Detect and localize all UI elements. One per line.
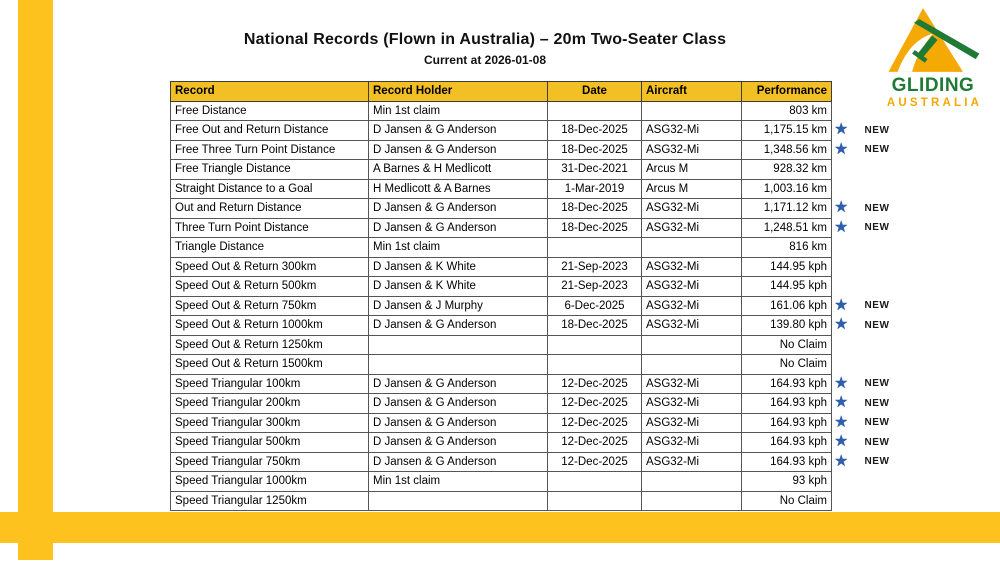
new-record-label: NEW	[864, 300, 890, 312]
annotation-cell	[832, 140, 910, 160]
record-holder-cell: D Jansen & G Anderson	[369, 199, 548, 219]
date-cell: 18-Dec-2025	[548, 316, 642, 336]
date-cell	[548, 238, 642, 258]
date-cell: 18-Dec-2025	[548, 121, 642, 141]
aircraft-cell: ASG32-Mi	[642, 140, 742, 160]
record-holder-cell: D Jansen & G Anderson	[369, 140, 548, 160]
aircraft-cell: ASG32-Mi	[642, 257, 742, 277]
new-record-label: NEW	[864, 319, 890, 331]
record-holder-cell: Min 1st claim	[369, 101, 548, 121]
logo-text-australia: AUSTRALIA	[886, 97, 983, 109]
aircraft-cell: ASG32-Mi	[642, 394, 742, 414]
record-holder-cell: A Barnes & H Medlicott	[369, 160, 548, 180]
table-row	[171, 374, 910, 394]
annotation-cell	[832, 238, 910, 258]
performance-cell: 144.95 kph	[742, 277, 832, 297]
table-row	[171, 218, 910, 238]
record-cell: Speed Triangular 100km	[171, 374, 369, 394]
date-cell: 31-Dec-2021	[548, 160, 642, 180]
annotation-cell	[832, 218, 910, 238]
table-row	[171, 238, 910, 258]
table-row	[171, 413, 910, 433]
performance-cell: 1,348.56 km	[742, 140, 832, 160]
performance-cell: 816 km	[742, 238, 832, 258]
column-header-record: Record	[171, 82, 369, 102]
date-cell: 6-Dec-2025	[548, 296, 642, 316]
record-holder-cell: D Jansen & G Anderson	[369, 394, 548, 414]
aircraft-cell: ASG32-Mi	[642, 374, 742, 394]
performance-cell: 164.93 kph	[742, 452, 832, 472]
date-cell: 18-Dec-2025	[548, 199, 642, 219]
aircraft-cell: ASG32-Mi	[642, 277, 742, 297]
record-holder-cell: D Jansen & G Anderson	[369, 413, 548, 433]
record-cell: Free Triangle Distance	[171, 160, 369, 180]
annotation-cell	[832, 394, 910, 414]
table-row	[171, 296, 910, 316]
page-title: National Records (Flown in Australia) – 20m Two-Seater Class	[243, 31, 727, 48]
column-header-performance: Performance	[742, 82, 832, 102]
record-cell: Speed Out & Return 1250km	[171, 335, 369, 355]
column-header-date: Date	[548, 82, 642, 102]
aircraft-cell: Arcus M	[642, 160, 742, 180]
table-row	[171, 452, 910, 472]
new-record-star-icon: ★	[834, 218, 849, 236]
record-holder-cell: D Jansen & J Murphy	[369, 296, 548, 316]
record-cell: Speed Out & Return 750km	[171, 296, 369, 316]
record-cell: Triangle Distance	[171, 238, 369, 258]
table-row	[171, 355, 910, 375]
performance-cell: 1,248.51 km	[742, 218, 832, 238]
table-row	[171, 433, 910, 453]
date-cell: 18-Dec-2025	[548, 218, 642, 238]
aircraft-cell: ASG32-Mi	[642, 296, 742, 316]
new-record-label: NEW	[864, 124, 890, 136]
aircraft-cell: ASG32-Mi	[642, 433, 742, 453]
record-cell: Free Three Turn Point Distance	[171, 140, 369, 160]
annotation-cell	[832, 179, 910, 199]
performance-cell: 164.93 kph	[742, 433, 832, 453]
record-cell: Speed Out & Return 1500km	[171, 355, 369, 375]
date-cell: 21-Sep-2023	[548, 277, 642, 297]
new-record-star-icon: ★	[834, 121, 849, 139]
annotation-cell	[832, 472, 910, 492]
records-table	[170, 81, 910, 511]
logo-text-gliding: GLIDING	[891, 75, 975, 96]
performance-cell: 161.06 kph	[742, 296, 832, 316]
date-cell	[548, 355, 642, 375]
aircraft-cell	[642, 335, 742, 355]
record-holder-cell: D Jansen & G Anderson	[369, 374, 548, 394]
record-holder-cell: D Jansen & G Anderson	[369, 316, 548, 336]
annotation-cell	[832, 355, 910, 375]
aircraft-cell	[642, 355, 742, 375]
record-holder-cell: Min 1st claim	[369, 472, 548, 492]
date-cell: 12-Dec-2025	[548, 433, 642, 453]
annotation-cell	[832, 257, 910, 277]
annotation-cell	[832, 433, 910, 453]
performance-cell: No Claim	[742, 335, 832, 355]
date-cell: 21-Sep-2023	[548, 257, 642, 277]
record-holder-cell: D Jansen & G Anderson	[369, 121, 548, 141]
record-cell: Speed Triangular 1250km	[171, 491, 369, 511]
annotation-cell	[832, 491, 910, 511]
new-record-star-icon: ★	[834, 394, 849, 412]
page-subtitle: Current at 2026-01-08	[423, 53, 547, 67]
record-cell: Straight Distance to a Goal	[171, 179, 369, 199]
record-cell: Speed Out & Return 300km	[171, 257, 369, 277]
table-row	[171, 316, 910, 336]
record-cell: Speed Out & Return 1000km	[171, 316, 369, 336]
column-header-annotation	[832, 82, 910, 102]
performance-cell: 93 kph	[742, 472, 832, 492]
aircraft-cell: ASG32-Mi	[642, 413, 742, 433]
glider-triangle-icon	[883, 6, 983, 74]
new-record-label: NEW	[864, 378, 890, 390]
annotation-cell	[832, 277, 910, 297]
new-record-label: NEW	[864, 202, 890, 214]
record-cell: Speed Out & Return 500km	[171, 277, 369, 297]
record-cell: Speed Triangular 300km	[171, 413, 369, 433]
table-row	[171, 140, 910, 160]
date-cell	[548, 472, 642, 492]
new-record-star-icon: ★	[834, 452, 849, 470]
aircraft-cell: ASG32-Mi	[642, 316, 742, 336]
annotation-cell	[832, 335, 910, 355]
date-cell	[548, 101, 642, 121]
new-record-star-icon: ★	[834, 433, 849, 451]
aircraft-cell: ASG32-Mi	[642, 218, 742, 238]
new-record-label: NEW	[864, 417, 890, 429]
date-cell	[548, 491, 642, 511]
performance-cell: 1,003.16 km	[742, 179, 832, 199]
new-record-star-icon: ★	[834, 296, 849, 314]
performance-cell: 803 km	[742, 101, 832, 121]
record-cell: Speed Triangular 750km	[171, 452, 369, 472]
table-row	[171, 101, 910, 121]
annotation-cell	[832, 121, 910, 141]
record-holder-cell: D Jansen & K White	[369, 277, 548, 297]
annotation-cell	[832, 296, 910, 316]
table-row	[171, 335, 910, 355]
date-cell	[548, 335, 642, 355]
new-record-star-icon: ★	[834, 140, 849, 158]
new-record-label: NEW	[864, 397, 890, 409]
new-record-label: NEW	[864, 436, 890, 448]
annotation-cell	[832, 316, 910, 336]
record-holder-cell: D Jansen & K White	[369, 257, 548, 277]
performance-cell: 1,171.12 km	[742, 199, 832, 219]
table-row	[171, 179, 910, 199]
record-cell: Free Out and Return Distance	[171, 121, 369, 141]
record-holder-cell: D Jansen & G Anderson	[369, 452, 548, 472]
performance-cell: No Claim	[742, 491, 832, 511]
annotation-cell	[832, 374, 910, 394]
title-block	[135, 31, 835, 67]
performance-cell: 1,175.15 km	[742, 121, 832, 141]
performance-cell: No Claim	[742, 355, 832, 375]
aircraft-cell	[642, 491, 742, 511]
aircraft-cell: Arcus M	[642, 179, 742, 199]
date-cell: 1-Mar-2019	[548, 179, 642, 199]
aircraft-cell	[642, 101, 742, 121]
annotation-cell	[832, 199, 910, 219]
record-cell: Out and Return Distance	[171, 199, 369, 219]
record-holder-cell: D Jansen & G Anderson	[369, 433, 548, 453]
annotation-cell	[832, 160, 910, 180]
table-row	[171, 257, 910, 277]
date-cell: 12-Dec-2025	[548, 413, 642, 433]
record-holder-cell	[369, 355, 548, 375]
annotation-cell	[832, 413, 910, 433]
table-row	[171, 394, 910, 414]
bottom-gold-bar	[0, 512, 1000, 543]
left-gold-bar	[18, 0, 53, 560]
table-header-row	[171, 82, 910, 102]
record-cell: Free Distance	[171, 101, 369, 121]
new-record-label: NEW	[864, 144, 890, 156]
performance-cell: 164.93 kph	[742, 374, 832, 394]
date-cell: 18-Dec-2025	[548, 140, 642, 160]
aircraft-cell	[642, 472, 742, 492]
date-cell: 12-Dec-2025	[548, 374, 642, 394]
performance-cell: 139.80 kph	[742, 316, 832, 336]
record-cell: Speed Triangular 200km	[171, 394, 369, 414]
record-holder-cell	[369, 335, 548, 355]
aircraft-cell: ASG32-Mi	[642, 452, 742, 472]
record-cell: Three Turn Point Distance	[171, 218, 369, 238]
record-holder-cell: H Medlicott & A Barnes	[369, 179, 548, 199]
performance-cell: 164.93 kph	[742, 413, 832, 433]
annotation-cell	[832, 101, 910, 121]
table-row	[171, 160, 910, 180]
performance-cell: 144.95 kph	[742, 257, 832, 277]
record-holder-cell	[369, 491, 548, 511]
record-holder-cell: Min 1st claim	[369, 238, 548, 258]
table-row	[171, 277, 910, 297]
aircraft-cell: ASG32-Mi	[642, 121, 742, 141]
new-record-star-icon: ★	[834, 316, 849, 334]
new-record-label: NEW	[864, 222, 890, 234]
aircraft-cell: ASG32-Mi	[642, 199, 742, 219]
record-cell: Speed Triangular 1000km	[171, 472, 369, 492]
table-row	[171, 199, 910, 219]
annotation-cell	[832, 452, 910, 472]
date-cell: 12-Dec-2025	[548, 452, 642, 472]
new-record-star-icon: ★	[834, 199, 849, 217]
new-record-label: NEW	[864, 456, 890, 468]
table-row	[171, 472, 910, 492]
new-record-star-icon: ★	[834, 374, 849, 392]
aircraft-cell	[642, 238, 742, 258]
record-holder-cell: D Jansen & G Anderson	[369, 218, 548, 238]
performance-cell: 928.32 km	[742, 160, 832, 180]
table-row	[171, 491, 910, 511]
column-header-aircraft: Aircraft	[642, 82, 742, 102]
column-header-record-holder: Record Holder	[369, 82, 548, 102]
table-row	[171, 121, 910, 141]
performance-cell: 164.93 kph	[742, 394, 832, 414]
new-record-star-icon: ★	[834, 413, 849, 431]
date-cell: 12-Dec-2025	[548, 394, 642, 414]
record-cell: Speed Triangular 500km	[171, 433, 369, 453]
